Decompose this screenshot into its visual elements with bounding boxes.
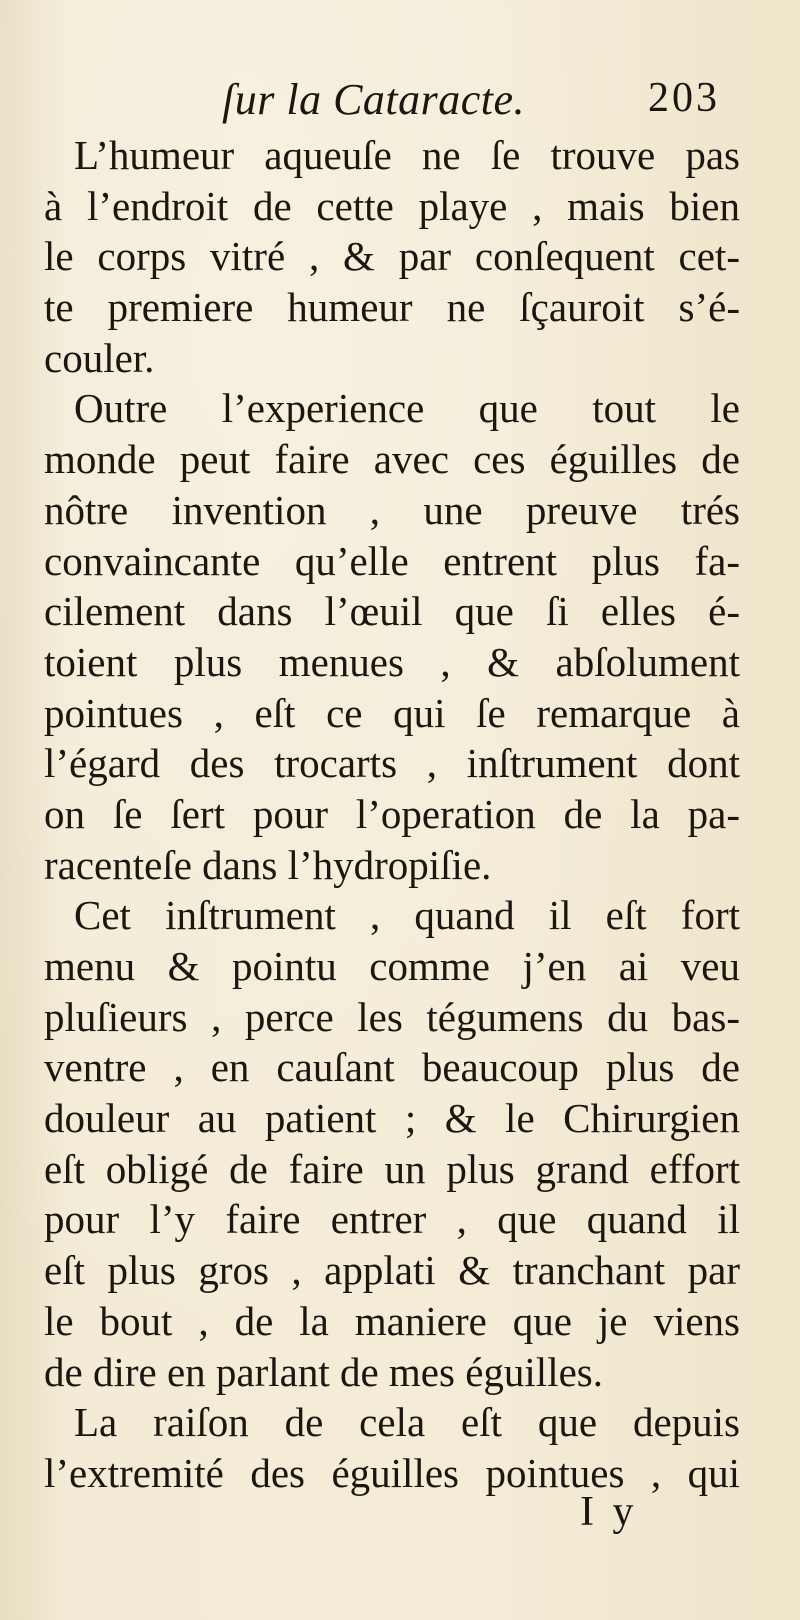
- text-line: pointues , eſt ce qui ſe remarque à: [44, 689, 740, 736]
- text-line: monde peut faire avec ces éguilles de: [44, 436, 740, 483]
- text-line: convaincante qu’elle entrent plus fa-: [44, 537, 740, 584]
- text-line: cilement dans l’œuil que ſi elles é-: [44, 588, 740, 635]
- text-line: Cet inſtrument , quand il eſt fort: [74, 892, 740, 939]
- text-line: le bout , de la maniere que je viens: [44, 1297, 740, 1344]
- text-line: le corps vitré , & par conſequent cet-: [44, 233, 740, 280]
- text-line: ventre , en cauſant beaucoup plus de: [44, 1044, 740, 1091]
- text-line: pluſieurs , perce les tégumens du bas-: [44, 993, 740, 1040]
- text-line: de dire en parlant de mes éguilles.: [44, 1348, 603, 1395]
- body-text: [44, 130, 740, 1499]
- text-line: racenteſe dans l’hydropiſie.: [44, 841, 492, 888]
- catchword: I y: [580, 1489, 638, 1535]
- text-line: Outre l’experience que tout le: [74, 385, 740, 432]
- text-line: pour l’y faire entrer , que quand il: [44, 1196, 740, 1243]
- text-line: eſt plus gros , applati & tranchant par: [44, 1247, 740, 1294]
- running-head: ſur la Cataracte.: [222, 75, 526, 124]
- page-number: 203: [648, 75, 720, 121]
- text-line: on ſe ſert pour l’operation de la pa-: [44, 790, 740, 837]
- text-line: douleur au patient ; & le Chirurgien: [44, 1095, 740, 1142]
- page-header: [0, 74, 800, 134]
- text-line: nôtre invention , une preuve trés: [44, 486, 740, 533]
- text-line: L’humeur aqueuſe ne ſe trouve pas: [74, 132, 740, 178]
- text-line: l’égard des trocarts , inſtrument dont: [44, 740, 740, 787]
- text-line: eſt obligé de faire un plus grand effort: [44, 1145, 740, 1192]
- text-line: menu & pointu comme j’en ai veu: [44, 943, 740, 989]
- text-line: te premiere humeur ne ſçauroit s’é-: [44, 284, 740, 331]
- text-line: l’extremité des éguilles pointues , qui: [44, 1449, 740, 1496]
- text-line: couler.: [44, 334, 155, 381]
- text-line: toient plus menues , & abſolument: [44, 638, 740, 685]
- text-line: La raiſon de cela eſt que depuis: [74, 1399, 740, 1446]
- text-line: à l’endroit de cette playe , mais bien: [44, 182, 740, 229]
